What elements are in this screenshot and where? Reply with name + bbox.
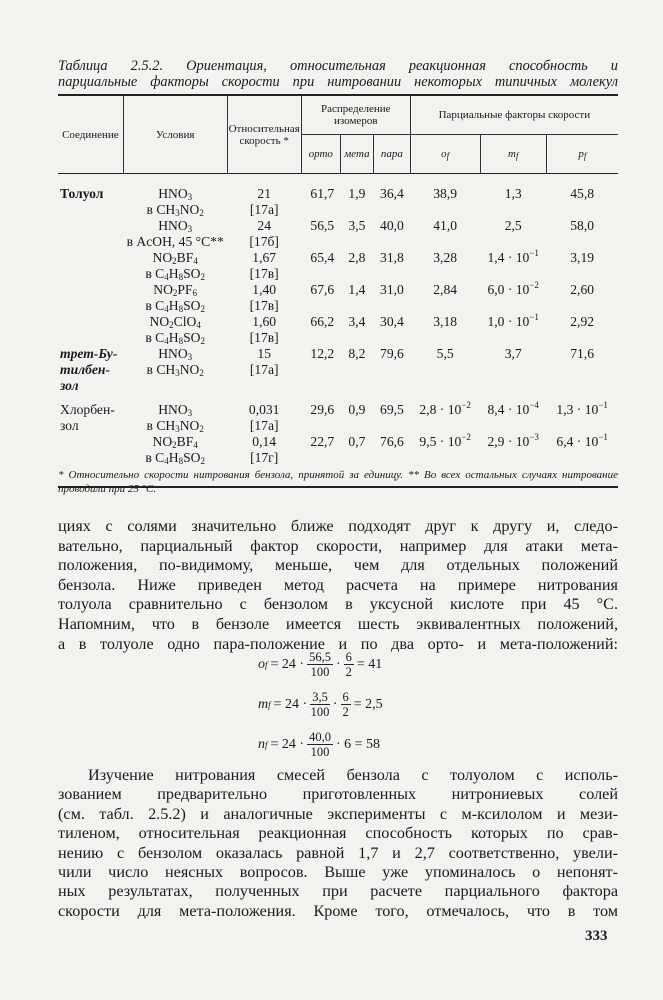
relative-rate-cell: 1,40 [17в] bbox=[249, 282, 279, 313]
meta-value: 0,7 bbox=[348, 434, 366, 449]
header-isomer-distribution: Распределение изомеров bbox=[301, 95, 410, 135]
header-of: $o_f$ bbox=[410, 135, 480, 174]
orto-value: 12,2 bbox=[310, 346, 335, 361]
header-para: пара bbox=[374, 135, 411, 174]
para-value: 31,0 bbox=[380, 282, 404, 297]
meta-value: 0,9 bbox=[348, 402, 366, 417]
para-value: 40,0 bbox=[380, 218, 404, 233]
header-pf: $p_f$ bbox=[578, 148, 587, 161]
para-value: 69,5 bbox=[380, 402, 404, 417]
conditions-cell: $HNO_3$ в AcOH, 45 °C** bbox=[126, 218, 224, 249]
pf-value: 2,60 bbox=[570, 282, 595, 297]
pf-value: 45,8 bbox=[570, 186, 595, 201]
relative-rate-cell: 15 [17а] bbox=[249, 346, 279, 377]
orto-value: 67,6 bbox=[310, 282, 335, 297]
para-value: 79,6 bbox=[380, 346, 404, 361]
table-row bbox=[58, 346, 618, 402]
text-line: положения, по-видимому, меньше, чем для отдельных положений bbox=[58, 556, 618, 575]
para-value: 30,4 bbox=[380, 314, 404, 329]
meta-value: 2,8 bbox=[348, 250, 366, 265]
text-line: бензола. Ниже приведен метод расчета на примере нитрования bbox=[58, 575, 618, 594]
compound-toluene: Толуол bbox=[60, 186, 104, 201]
para-value: 76,6 bbox=[380, 434, 404, 449]
of-value: 3,28 bbox=[433, 250, 458, 265]
of-value: $2,8 \cdot 10^{-2}$ bbox=[419, 400, 471, 417]
caption-line-1: Таблица 2.5.2. Ориентация, относительная реакционная способность и bbox=[58, 58, 618, 74]
formula-mf: m f = 24 · $\frac{3,5}{100}$ · $\frac{6}{2}$ = 2,5 bbox=[258, 690, 383, 719]
orto-value: 29,6 bbox=[310, 402, 335, 417]
caption-line-2: парциальные факторы скорости при нитровании некоторых типичных молекул bbox=[58, 74, 618, 90]
of-value: 3,18 bbox=[433, 314, 458, 329]
data-table bbox=[58, 94, 618, 488]
text-line: чили число неясных вопросов. Выше уже упоминалось о непонят- bbox=[58, 862, 618, 881]
header-partial-factors: Парциальные факторы скорости bbox=[410, 95, 618, 135]
paragraph-2 bbox=[58, 766, 618, 921]
text-line: ных результатах, полученных при расчете парциального фактора bbox=[58, 882, 618, 901]
pf-value: 58,0 bbox=[570, 218, 595, 233]
table-footnote: * Относительно скорости нитрования бензола, принятой за единицу. ** Во всех остальных случаях нитрование проводили при 25 °C. bbox=[58, 469, 618, 495]
text-line: (см. табл. 2.5.2) и аналогичные эксперименты с м-ксилолом и мези- bbox=[58, 804, 618, 823]
orto-value: 66,2 bbox=[310, 314, 335, 329]
of-value: 41,0 bbox=[433, 218, 458, 233]
mf-value: $6,0 \cdot 10^{-2}$ bbox=[487, 280, 539, 297]
relative-rate-cell: 21 [17а] bbox=[249, 186, 279, 217]
table-row bbox=[58, 250, 618, 282]
orto-value: 65,4 bbox=[310, 250, 335, 265]
orto-value: 61,7 bbox=[310, 186, 335, 201]
mf-value: $1,4 \cdot 10^{-1}$ bbox=[487, 248, 539, 265]
conditions-cell: $NO_2BF_4$ в $C_4H_8SO_2$ bbox=[145, 250, 205, 282]
formula-pf: n f = 24 · $\frac{40,0}{100}$ · 6 = 58 bbox=[258, 730, 381, 759]
text-line: нению с бензолом оказалась равной 1,7 и 2,7 соответственно, увели- bbox=[58, 843, 618, 862]
conditions-cell: $HNO_3$ в $CH_3NO_2$ bbox=[146, 402, 204, 434]
orto-value: 22,7 bbox=[310, 434, 335, 449]
of-value: 2,84 bbox=[433, 282, 458, 297]
pf-value: 2,92 bbox=[570, 314, 595, 329]
para-value: 36,4 bbox=[380, 186, 404, 201]
meta-value: 1,4 bbox=[348, 282, 366, 297]
conditions-cell: $NO_2BF_4$ в $C_4H_8SO_2$ bbox=[145, 434, 205, 466]
mf-value: 3,7 bbox=[504, 346, 522, 361]
meta-value: 3,4 bbox=[348, 314, 366, 329]
mf-value: 2,5 bbox=[504, 218, 522, 233]
compound-chlorobenzene: Хлорбен- зол bbox=[60, 402, 115, 433]
mf-value: $2,9 \cdot 10^{-3}$ bbox=[487, 432, 539, 449]
text-line: толуола сравнительно с бензолом в уксусной кислоте при 45 °C. bbox=[58, 595, 618, 614]
compound-tbutylbenzene: трет-Бу- тилбен- зол bbox=[60, 346, 118, 393]
of-value: $9,5 \cdot 10^{-2}$ bbox=[419, 432, 471, 449]
table-caption bbox=[58, 58, 618, 90]
header-conditions: Условия bbox=[123, 95, 227, 174]
of-value: 38,9 bbox=[433, 186, 458, 201]
text-line: циях с солями значительно ближе подходят друг к другу и, следо- bbox=[58, 517, 618, 535]
table-row bbox=[58, 402, 618, 434]
conditions-cell: $NO_2PF_6$ в $C_4H_8SO_2$ bbox=[145, 282, 205, 314]
text-line: вательно, парциальный фактор скорости, например для атаки мета- bbox=[58, 536, 618, 555]
formula-of: o f = 24 · $\frac{56,5}{100}$ · $\frac{6}{2}$ = 41 bbox=[258, 650, 383, 679]
header-mf: $m_f$ bbox=[480, 135, 546, 174]
of-value: 5,5 bbox=[436, 346, 454, 361]
header-orto: орто bbox=[301, 135, 340, 174]
para-value: 31,8 bbox=[380, 250, 404, 265]
relative-rate-cell: 0,031 [17а] bbox=[248, 402, 280, 433]
conditions-cell: $NO_2ClO_4$ в $C_4H_8SO_2$ bbox=[145, 314, 205, 346]
header-meta: мета bbox=[340, 135, 373, 174]
meta-value: 3,5 bbox=[348, 218, 366, 233]
pf-value: 3,19 bbox=[570, 250, 595, 265]
text-line: Изучение нитрования смесей бензола с толуолом с исполь- bbox=[88, 766, 618, 784]
relative-rate-cell: 1,67 [17в] bbox=[249, 250, 279, 281]
relative-rate-cell: 24 [17б] bbox=[249, 218, 279, 249]
pf-value: $1,3 \cdot 10^{-1}$ bbox=[556, 400, 608, 417]
meta-value: 8,2 bbox=[348, 346, 366, 361]
table-row bbox=[58, 314, 618, 346]
header-relative-rate: Относительная скорость * bbox=[227, 95, 301, 174]
mf-value: 1,3 bbox=[504, 186, 522, 201]
meta-value: 1,9 bbox=[348, 186, 366, 201]
relative-rate-cell: 0,14 [17г] bbox=[250, 434, 279, 465]
conditions-cell: $HNO_3$ в $CH_3NO_2$ bbox=[146, 346, 204, 378]
orto-value: 56,5 bbox=[310, 218, 335, 233]
table-row bbox=[58, 174, 618, 219]
mf-value: $1,0 \cdot 10^{-1}$ bbox=[487, 312, 539, 329]
text-line: Напомним, что в бензоле имеется шесть эквивалентных положений, bbox=[58, 614, 618, 633]
pf-value: $6,4 \cdot 10^{-1}$ bbox=[556, 432, 608, 449]
paragraph-1 bbox=[58, 517, 618, 654]
page-number: 333 bbox=[585, 928, 608, 944]
conditions-cell: $HNO_3$ в $CH_3NO_2$ bbox=[146, 186, 204, 218]
pf-value: 71,6 bbox=[570, 346, 595, 361]
table-row bbox=[58, 282, 618, 314]
header-compound: Соединение bbox=[58, 95, 123, 174]
relative-rate-cell: 1,60 [17в] bbox=[249, 314, 279, 345]
table-row bbox=[58, 218, 618, 250]
text-line: скорости для мета-положения. Кроме того, отмечалось, что в том bbox=[58, 901, 618, 920]
text-line: тиленом, относительная реакционная способность которых по срав- bbox=[58, 824, 618, 843]
text-line: зованием предварительно приготовленных нитрониевых солей bbox=[58, 785, 618, 804]
mf-value: $8,4 \cdot 10^{-4}$ bbox=[487, 400, 539, 417]
text-line: а в толуоле одно пара-положение и по два орто- и мета-положений: bbox=[58, 634, 618, 653]
